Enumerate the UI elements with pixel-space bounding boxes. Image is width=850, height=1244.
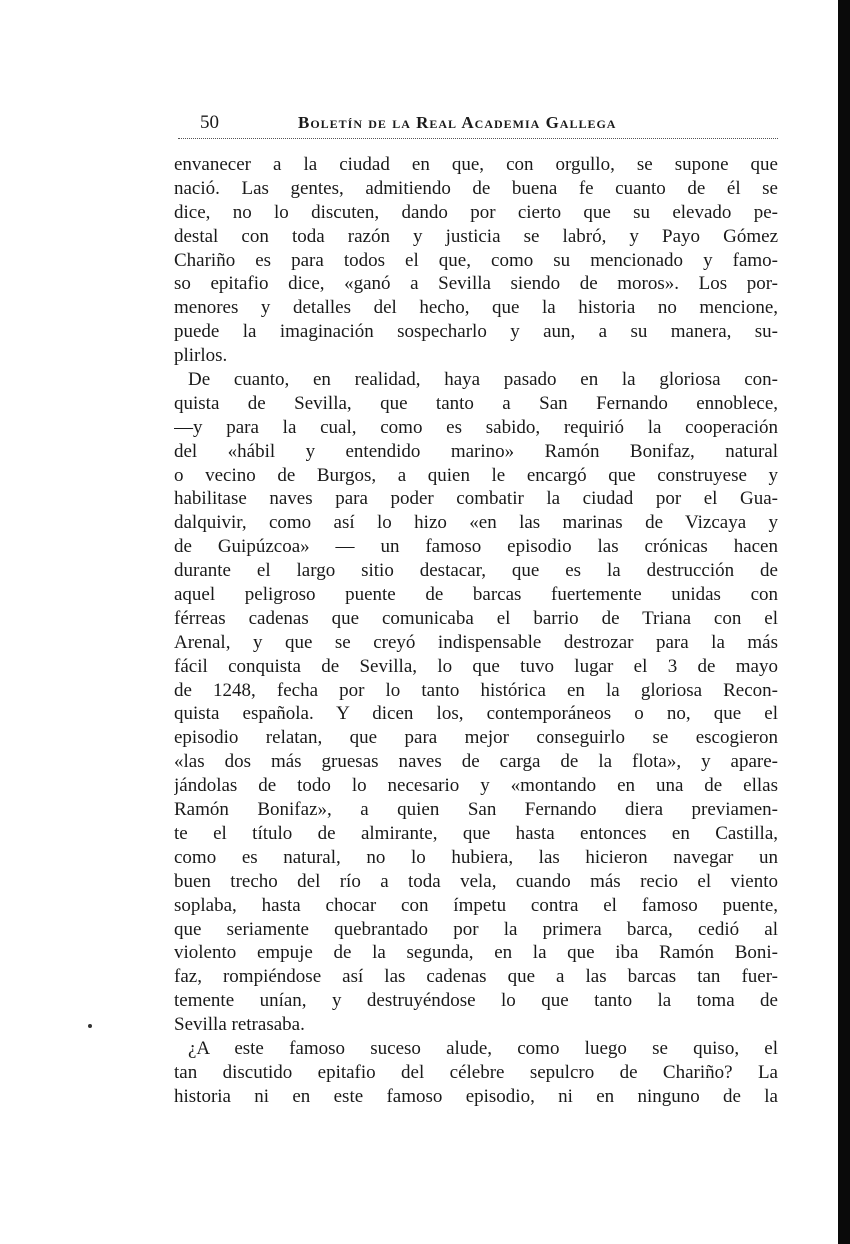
- text-line: envanecer a la ciudad en que, con orgullo, se supone que: [174, 154, 778, 175]
- text-line: Arenal, y que se creyó indispensable destrozar para la más: [174, 631, 778, 653]
- text-line: durante el largo sitio destacar, que es la destrucción de: [174, 560, 778, 582]
- text-line: soplaba, hasta chocar con ímpetu contra el famoso puente,: [174, 894, 778, 916]
- text-line: episodio relatan, que para mejor conseguirlo se escogieron: [174, 727, 778, 749]
- text-line: temente unían, y destruyéndose lo que tanto la toma de: [174, 990, 778, 1012]
- paragraph-start-line: De cuanto, en realidad, haya pasado en la gloriosa con-: [188, 369, 778, 391]
- text-line: aquel peligroso puente de barcas fuertemente unidas con: [174, 584, 778, 606]
- text-line: nació. Las gentes, admitiendo de buena fe cuanto de él se: [174, 177, 778, 199]
- text-line: destal con toda razón y justicia se labró, y Payo Gómez: [174, 225, 778, 247]
- paragraph-start-line: ¿A este famoso suceso alude, como luego se quiso, el: [188, 1037, 778, 1059]
- text-line: Ramón Bonifaz», a quien San Fernando diera previamen-: [174, 799, 778, 821]
- text-line: «las dos más gruesas naves de carga de la flota», y apare-: [174, 751, 778, 773]
- running-title: Boletín de la Real Academia Gallega: [298, 113, 617, 132]
- text-line: de Guipúzcoa» — un famoso episodio las crónicas hacen: [174, 536, 778, 558]
- page-number: 50: [200, 112, 219, 133]
- text-line: férreas cadenas que comunicaba el barrio de Triana con el: [174, 607, 778, 629]
- text-line: so epitafio dice, «ganó a Sevilla siendo de moros». Los por-: [174, 273, 778, 295]
- text-line: dice, no lo discuten, dando por cierto que su elevado pe-: [174, 201, 778, 223]
- paragraph-end-line: plirlos.: [174, 345, 228, 367]
- text-line: dalquivir, como así lo hizo «en las marinas de Vizcaya y: [174, 512, 778, 534]
- text-line: jándolas de todo lo necesario y «montando en una de ellas: [174, 775, 778, 797]
- text-line: puede la imaginación sospecharlo y aun, a su manera, su-: [174, 321, 778, 343]
- text-line: te el título de almirante, que hasta entonces en Castilla,: [174, 822, 778, 844]
- scan-edge-shadow: [838, 0, 850, 1244]
- text-line: quista de Sevilla, que tanto a San Fernando ennoblece,: [174, 392, 778, 414]
- text-line: que seriamente quebrantado por la primera barca, cedió al: [174, 918, 778, 940]
- scan-speck: [88, 1024, 92, 1028]
- text-line: Chariño es para todos el que, como su mencionado y famo-: [174, 249, 778, 271]
- body-text: [174, 153, 778, 1109]
- text-line: historia ni en este famoso episodio, ni en ninguno de la: [174, 1085, 778, 1107]
- header-rule: [178, 138, 778, 139]
- paragraph-end-line: Sevilla retrasaba.: [174, 1014, 305, 1036]
- text-line: de 1248, fecha por lo tanto histórica en la gloriosa Recon-: [174, 679, 778, 701]
- text-line: o vecino de Burgos, a quien le encargó que construyese y: [174, 464, 778, 486]
- text-line: habilitase naves para poder combatir la ciudad por el Gua-: [174, 488, 778, 510]
- text-line: quista española. Y dicen los, contemporáneos o no, que el: [174, 703, 778, 725]
- text-line: violento empuje de la segunda, en la que iba Ramón Boni-: [174, 942, 778, 964]
- text-line: fácil conquista de Sevilla, lo que tuvo lugar el 3 de mayo: [174, 655, 778, 677]
- text-line: del «hábil y entendido marino» Ramón Bonifaz, natural: [174, 440, 778, 462]
- text-line: tan discutido epitafio del célebre sepulcro de Chariño? La: [174, 1061, 778, 1083]
- text-line: faz, rompiéndose así las cadenas que a las barcas tan fuer-: [174, 966, 778, 988]
- text-line: —y para la cual, como es sabido, requirió la cooperación: [174, 416, 778, 438]
- text-line: buen trecho del río a toda vela, cuando más recio el viento: [174, 870, 778, 892]
- text-line: menores y detalles del hecho, que la historia no mencione,: [174, 297, 778, 319]
- text-line: como es natural, no lo hubiera, las hicieron navegar un: [174, 846, 778, 868]
- page-header: [178, 112, 778, 138]
